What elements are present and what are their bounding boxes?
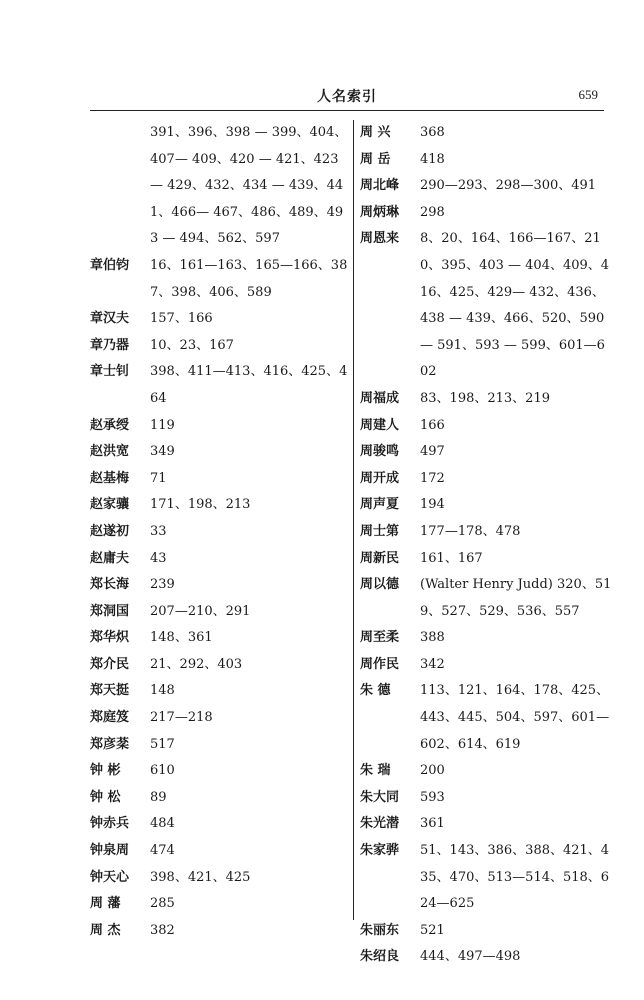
entry-pages: 382 (150, 922, 175, 938)
entry-name: 周福成 (360, 390, 400, 406)
entry-pages: 388 (420, 630, 445, 646)
index-entry (90, 413, 348, 440)
entry-name: 朱家骅 (360, 843, 400, 859)
entry-pages: 391、396、398 — 399、404、407— 409、420 — 421、423 — 429、432、434 — 439、441、466— 467、486、489、493 — 494、562、597 (150, 125, 348, 247)
entry-name: 周作民 (360, 656, 400, 672)
index-entry (360, 625, 612, 652)
index-entry (360, 120, 612, 147)
entry-pages: 161、167 (420, 550, 483, 566)
entry-name: 朱光潜 (360, 816, 400, 832)
index-entry (90, 838, 348, 865)
entry-name: 章士钊 (90, 364, 130, 380)
index-entry (90, 652, 348, 679)
entry-name: 周恩来 (360, 231, 400, 247)
entry-pages: 71 (150, 470, 167, 486)
index-entry (360, 226, 612, 386)
entry-name: 郑庭笈 (90, 710, 130, 726)
entry-name: 郑彦棻 (90, 736, 130, 752)
entry-name: 周 兴 (360, 125, 391, 140)
entry-name: 朱绍良 (360, 949, 400, 965)
entry-pages: 517 (150, 736, 175, 752)
index-entry (90, 519, 348, 546)
entry-name: 赵洪宽 (90, 444, 130, 460)
index-entry (90, 306, 348, 333)
entry-name: 朱 德 (360, 683, 391, 699)
entry-pages: 342 (420, 656, 445, 672)
index-entry (90, 572, 348, 599)
entry-pages: 10、23、167 (150, 337, 234, 353)
entry-pages: 398、411—413、416、425、464 (150, 364, 348, 406)
page-number: 659 (578, 87, 598, 102)
entry-pages: 207—210、291 (150, 603, 251, 619)
index-entry (90, 732, 348, 759)
entry-pages: 418 (420, 151, 445, 167)
index-entry (360, 838, 612, 918)
entry-name: 周骏鸣 (360, 444, 400, 460)
index-entry (90, 891, 348, 918)
index-entry (360, 918, 612, 945)
right-column (360, 120, 612, 971)
entry-name: 赵承绶 (90, 417, 130, 433)
index-entry (90, 359, 348, 412)
index-entry (360, 492, 612, 519)
entry-name: 周至柔 (360, 630, 400, 646)
entry-pages: 285 (150, 896, 175, 912)
entry-pages: 166 (420, 417, 445, 433)
entry-name: 周士第 (360, 523, 400, 539)
index-entry (360, 386, 612, 413)
index-entry (90, 758, 348, 785)
index-entry (90, 625, 348, 652)
entry-name: 周 岳 (360, 151, 391, 167)
index-entry (360, 413, 612, 440)
entry-name: 周声夏 (360, 497, 400, 513)
index-entry (90, 918, 348, 945)
entry-pages: 194 (420, 497, 445, 513)
entry-pages: 361 (420, 816, 445, 832)
entry-name: 周新民 (360, 550, 400, 566)
entry-name: 钟赤兵 (90, 816, 130, 832)
entry-name: 朱大同 (360, 789, 400, 805)
index-entry (90, 492, 348, 519)
entry-pages: 368 (420, 125, 445, 140)
left-column (90, 120, 348, 944)
entry-pages: 172 (420, 470, 445, 486)
index-entry (90, 599, 348, 626)
index-entry (90, 678, 348, 705)
header-title: 人名索引 (317, 89, 377, 105)
entry-pages: 497 (420, 444, 445, 460)
entry-pages: 33 (150, 523, 167, 539)
index-entry (360, 758, 612, 785)
index-entry (90, 253, 348, 306)
entry-name: 赵基梅 (90, 470, 130, 486)
entry-name: 钟 松 (90, 789, 121, 805)
entry-pages: 43 (150, 550, 167, 566)
entry-name: 赵家骧 (90, 497, 130, 513)
entry-name: 郑介民 (90, 656, 130, 672)
entry-pages: 298 (420, 204, 445, 220)
entry-pages: 217—218 (150, 710, 213, 726)
index-entry (360, 678, 612, 758)
index-entry (360, 173, 612, 200)
entry-pages: 239 (150, 577, 175, 593)
entry-pages: 16、161—163、165—166、387、398、406、589 (150, 257, 348, 300)
entry-name: 周北峰 (360, 178, 400, 194)
entry-name: 朱丽东 (360, 922, 400, 938)
index-entry (360, 519, 612, 546)
entry-pages: 148 (150, 683, 175, 699)
entry-pages: 200 (420, 763, 445, 779)
index-entry (90, 439, 348, 466)
entry-pages: 349 (150, 444, 175, 460)
index-entry (90, 120, 348, 253)
index-entry (360, 147, 612, 174)
index-entry (360, 572, 612, 625)
entry-name: 郑天挺 (90, 683, 130, 699)
entry-pages: 119 (150, 417, 175, 433)
index-entry (90, 811, 348, 838)
page-header (90, 82, 604, 111)
entry-name: 周 藩 (90, 896, 121, 912)
entry-name: 周 杰 (90, 922, 121, 938)
entry-name: 郑华炽 (90, 630, 130, 646)
entry-pages: 21、292、403 (150, 656, 243, 672)
index-entry (90, 546, 348, 573)
entry-name: 周以德 (360, 577, 400, 593)
entry-pages: 89 (150, 789, 167, 805)
index-entry (360, 652, 612, 679)
index-entry (360, 546, 612, 573)
entry-pages: 610 (150, 763, 175, 779)
entry-pages: 593 (420, 789, 445, 805)
index-entry (360, 944, 612, 971)
index-entry (90, 333, 348, 360)
entry-pages: 444、497—498 (420, 949, 521, 965)
index-entry (90, 865, 348, 892)
index-entry (90, 785, 348, 812)
entry-name: 钟天心 (90, 869, 130, 885)
entry-pages: 474 (150, 843, 175, 859)
index-entry (360, 785, 612, 812)
entry-name: 钟泉周 (90, 843, 130, 859)
entry-name: 朱 瑞 (360, 763, 391, 779)
entry-name: 章乃器 (90, 337, 130, 353)
entry-pages: 290—293、298—300、491 (420, 178, 597, 194)
index-entry (90, 705, 348, 732)
entry-name: 赵庸夫 (90, 550, 130, 566)
entry-name: 周开成 (360, 470, 400, 486)
column-divider (353, 120, 354, 920)
entry-pages: 171、198、213 (150, 497, 251, 513)
entry-pages: 83、198、213、219 (420, 390, 550, 406)
entry-name: 郑长海 (90, 577, 130, 593)
entry-pages: 521 (420, 922, 445, 938)
entry-name: 钟 彬 (90, 763, 121, 779)
entry-pages: 148、361 (150, 630, 213, 646)
entry-name: 周炳琳 (360, 204, 400, 220)
index-entry (360, 200, 612, 227)
entry-name: 赵遂初 (90, 523, 130, 539)
entry-pages: (Walter Henry Judd) 320、519、527、529、536、557 (420, 577, 612, 619)
entry-pages: 157、166 (150, 311, 213, 327)
entry-pages: 398、421、425 (150, 869, 251, 885)
entry-pages: 51、143、386、388、421、435、470、513—514、518、624—625 (420, 843, 610, 912)
entry-pages: 8、20、164、166—167、210、395、403 — 404、409、416、425、429— 432、436、438 — 439、466、520、590 — 591、593 — 599、601—602 (420, 231, 610, 380)
entry-name: 周建人 (360, 417, 400, 433)
entry-name: 章汉夫 (90, 311, 130, 327)
index-entry (360, 466, 612, 493)
entry-pages: 484 (150, 816, 175, 832)
entry-name: 章伯钧 (90, 257, 130, 273)
index-entry (360, 439, 612, 466)
index-entry (360, 811, 612, 838)
entry-pages: 113、121、164、178、425、443、445、504、597、601—602、614、619 (420, 683, 610, 752)
entry-name: 郑洞国 (90, 603, 130, 619)
index-entry (90, 466, 348, 493)
entry-pages: 177—178、478 (420, 523, 521, 539)
